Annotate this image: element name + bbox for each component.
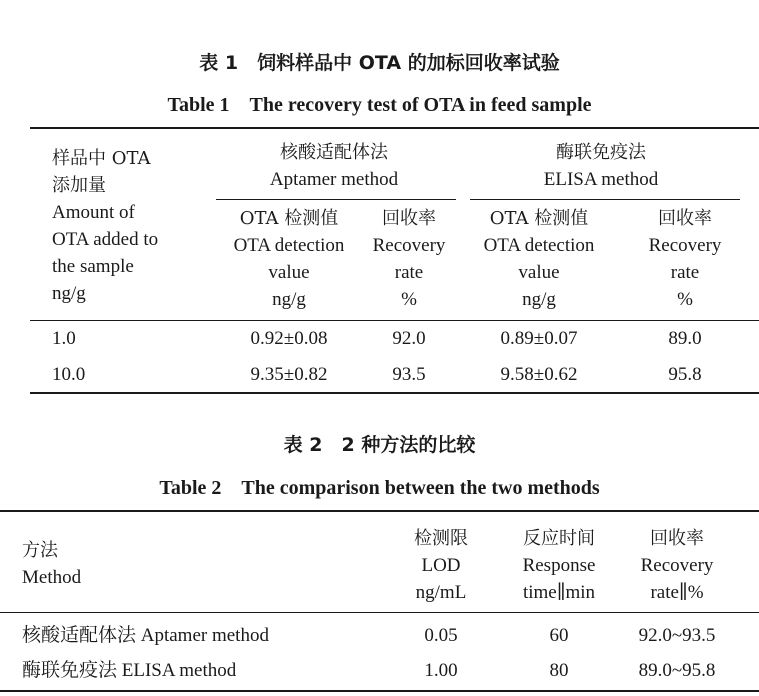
row-elisa-value: 0.89±0.07 [500,328,578,349]
lod-header-en: LOD [421,555,461,576]
group-header-aptamer [212,139,456,193]
table1-caption-cn: 表 1 饲料样品中 OTA 的加标回收率试验 [199,52,560,74]
table2-recovery-header [622,525,732,606]
table1-header-rule [30,320,759,321]
table2-caption-en: Table 2 The comparison between the two methods [159,477,600,499]
lod-header-cn: 检测限 [414,528,468,549]
apt-recovery-en2: rate [394,262,424,283]
table1-stub-header [52,145,158,307]
apt-recovery-en1: Recovery [372,235,446,256]
table2-caption-cn: 表 2 2 种方法的比较 [283,434,476,456]
recovery-header-unit: rate∥% [650,582,704,603]
row-recovery-rate: 89.0~95.8 [638,660,716,681]
apt-recovery-header [364,205,454,313]
group-aptamer-en: Aptamer method [269,169,399,190]
table2-header-rule [0,612,759,613]
row-apt-rate: 92.0 [392,328,426,349]
response-header-unit: time∥min [522,582,596,603]
apt-recovery-unit: % [401,289,417,310]
stub-header-unit: ng/g [52,283,86,304]
group-aptamer-cn: 核酸适配体法 [280,142,388,163]
recovery-header-cn: 回收率 [650,528,704,549]
elisa-detection-header [464,205,614,313]
stub-header-en-line1: Amount of [52,202,135,223]
stub-header-en-line3: the sample [52,256,134,277]
elisa-detection-en2: value [518,262,560,283]
apt-detection-en2: value [268,262,310,283]
row-apt-rate: 93.5 [392,364,426,385]
elisa-recovery-en1: Recovery [648,235,722,256]
stub-header-cn-line1: 样品中 OTA [52,148,151,169]
group-header-elisa [468,139,734,193]
row-lod: 0.05 [424,625,458,646]
row-elisa-rate: 89.0 [668,328,702,349]
lod-header-unit: ng/mL [415,582,467,603]
elisa-recovery-unit: % [677,289,693,310]
table2-lod-header [395,525,487,606]
row-elisa-value: 9.58±0.62 [500,364,578,385]
table1-bottom-rule [30,392,759,394]
row-apt-value: 0.92±0.08 [250,328,328,349]
recovery-header-en: Recovery [640,555,714,576]
table1-caption-en: Table 1 The recovery test of OTA in feed sample [167,94,592,116]
elisa-detection-unit: ng/g [522,289,556,310]
row-response-time: 80 [549,660,569,681]
elisa-recovery-header [630,205,740,313]
table2-bottom-rule [0,690,759,692]
apt-detection-header [214,205,364,313]
row-method: 酶联免疫法 ELISA method [22,660,237,681]
elisa-group-rule [470,199,740,200]
row-amount: 10.0 [52,364,86,385]
aptamer-group-rule [216,199,456,200]
elisa-recovery-en2: rate [670,262,700,283]
elisa-recovery-cn: 回收率 [658,208,712,229]
row-method: 核酸适配体法 Aptamer method [22,625,269,646]
row-elisa-rate: 95.8 [668,364,702,385]
stub-header-cn-line2: 添加量 [52,175,106,196]
row-lod: 1.00 [424,660,458,681]
row-recovery-rate: 92.0~93.5 [638,625,716,646]
apt-recovery-cn: 回收率 [382,208,436,229]
apt-detection-unit: ng/g [272,289,306,310]
group-elisa-cn: 酶联免疫法 [556,142,646,163]
table2-top-rule [0,510,759,512]
response-header-en: Response [522,555,596,576]
table2-response-header [502,525,616,606]
method-header-en: Method [22,567,82,588]
elisa-detection-cn: OTA 检测值 [489,208,589,229]
row-response-time: 60 [549,625,569,646]
group-elisa-en: ELISA method [543,169,659,190]
stub-header-en-line2: OTA added to [52,229,159,250]
response-header-cn: 反应时间 [523,528,595,549]
row-apt-value: 9.35±0.82 [250,364,328,385]
table2-method-header [22,537,81,591]
row-amount: 1.0 [52,328,76,349]
method-header-cn: 方法 [22,540,58,561]
table1-top-rule [30,127,759,129]
apt-detection-en1: OTA detection [233,235,345,256]
elisa-detection-en1: OTA detection [483,235,595,256]
apt-detection-cn: OTA 检测值 [239,208,339,229]
